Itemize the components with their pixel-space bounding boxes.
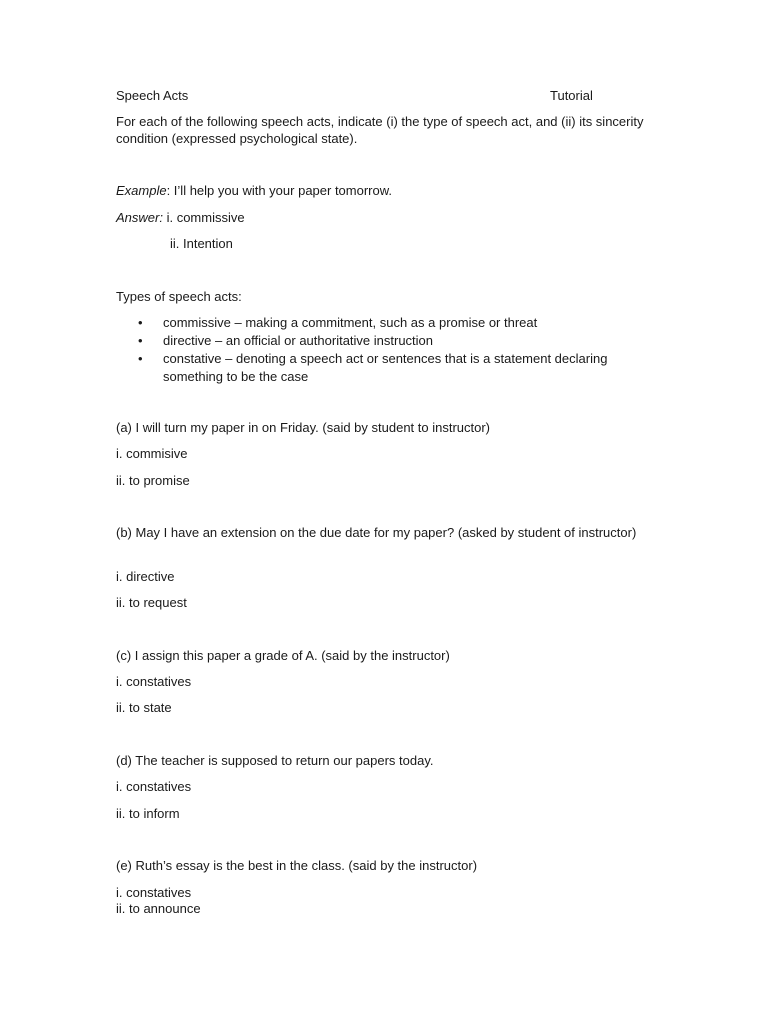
- question-text: (c) I assign this paper a grade of A. (said by the instructor): [116, 648, 450, 663]
- example-line: [116, 182, 392, 199]
- types-item-text: constative – denoting a speech act or sentences that is a statement declaring something to be the case: [163, 351, 608, 384]
- instructions-paragraph: For each of the following speech acts, indicate (i) the type of speech act, and (ii) its sincerity condition (expressed psychological state).: [116, 114, 644, 146]
- bullet-icon: •: [138, 351, 143, 366]
- answer-type: i. directive: [116, 569, 175, 584]
- answer-sincerity: ii. to request: [116, 595, 187, 610]
- answer-sincerity: ii. to announce: [116, 901, 201, 916]
- example-answer-ii: ii. Intention: [170, 236, 233, 251]
- example-text: : I’ll help you with your paper tomorrow.: [166, 183, 393, 198]
- question-text: (e) Ruth’s essay is the best in the class. (said by the instructor): [116, 858, 478, 873]
- bullet-icon: •: [138, 333, 143, 348]
- document-title: Speech Acts: [116, 88, 189, 103]
- example-label: Example: [116, 183, 167, 198]
- document-page: [116, 0, 656, 1024]
- question-text: (a) I will turn my paper in on Friday. (said by student to instructor): [116, 420, 491, 435]
- types-item-text: directive – an official or authoritative instruction: [163, 333, 434, 348]
- answer-type: i. constatives: [116, 885, 192, 900]
- bullet-icon: •: [138, 315, 143, 330]
- answer-type: i. commisive: [116, 446, 188, 461]
- question-text: (b) May I have an extension on the due date for my paper? (asked by student of instructor): [116, 525, 637, 540]
- example-answer-i: i. commissive: [162, 210, 245, 225]
- types-item-text: commissive – making a commitment, such as a promise or threat: [163, 315, 538, 330]
- types-heading: Types of speech acts:: [116, 289, 242, 304]
- example-answer-line: [116, 209, 245, 226]
- answer-sincerity: ii. to inform: [116, 806, 180, 821]
- question-text: (d) The teacher is supposed to return our papers today.: [116, 753, 434, 768]
- answer-sincerity: ii. to promise: [116, 473, 190, 488]
- answer-sincerity: ii. to state: [116, 700, 172, 715]
- types-list: [116, 314, 656, 386]
- example-answer-label: Answer:: [116, 210, 163, 225]
- answer-type: i. constatives: [116, 779, 192, 794]
- types-list-item: [116, 314, 653, 332]
- answer-type: i. constatives: [116, 674, 192, 689]
- types-list-item: [116, 350, 653, 386]
- types-list-item: [116, 332, 653, 350]
- document-header-right: Tutorial: [550, 88, 593, 103]
